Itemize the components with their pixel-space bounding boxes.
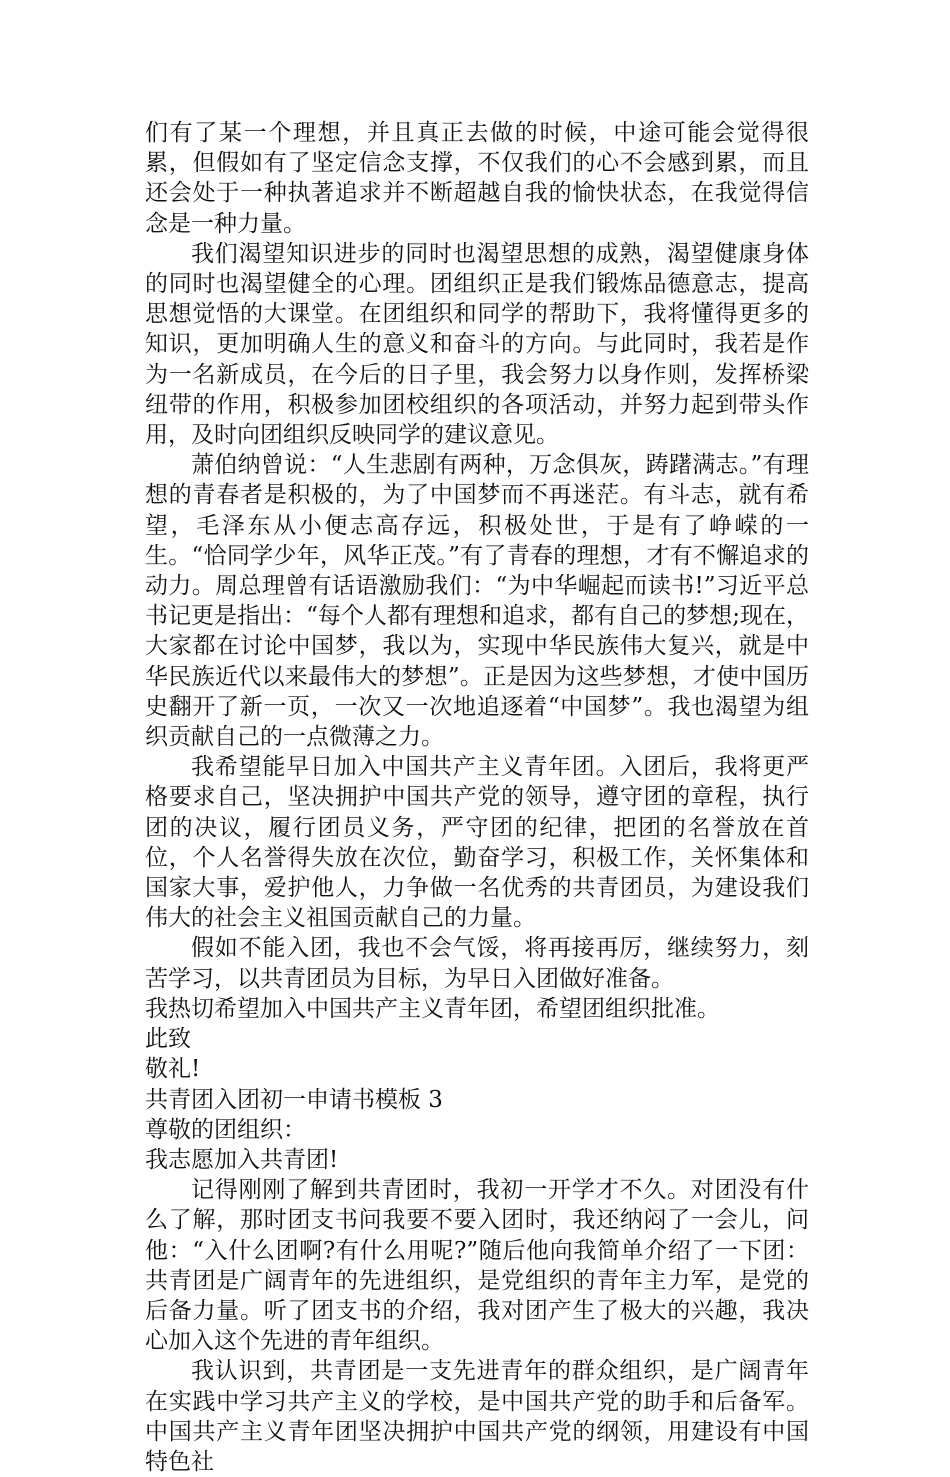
template-heading: 共青团入团初一申请书模板 3: [145, 1086, 443, 1113]
document-page: [145, 118, 809, 1477]
paragraph-commitment: 我希望能早日加入中国共产主义青年团。入团后，我将更严格要求自己，坚决拥护中国共产党的领导，遵守团的章程，执行团的决议，履行团员义务，严守团的纪律，把团的名誉放在首位，个人名誉得失放在次位，勤奋学习，积极工作，关怀集体和国家大事，爱护他人，力争做一名优秀的共青团员，为建设我们伟大的社会主义祖国贡献自己的力量。: [145, 754, 809, 932]
closing-regards: 敬礼!: [145, 1056, 201, 1083]
paragraph-request: 我热切希望加入中国共产主义青年团，希望团组织批准。: [145, 995, 720, 1022]
paragraph-understanding: 我认识到，共青团是一支先进青年的群众组织，是广阔青年在实践中学习共产主义的学校，是中国共产党的助手和后备军。中国共产主义青年团坚决拥护中国共产党的纲领，用建设有中国特色社: [145, 1358, 809, 1475]
paragraph-not-admitted: 假如不能入团，我也不会气馁，将再接再厉，继续努力，刻苦学习，以共青团员为目标，为早日入团做好准备。: [145, 935, 809, 992]
closing-salutation: 此致: [145, 1026, 191, 1053]
paragraph-growth: 我们渴望知识进步的同时也渴望思想的成熟，渴望健康身体的同时也渴望健全的心理。团组织正是我们锻炼品德意志，提高思想觉悟的大课堂。在团组织和同学的帮助下，我将懂得更多的知识，更加明确人生的意义和奋斗的方向。与此同时，我若是作为一名新成员，在今后的日子里，我会努力以身作则，发挥桥梁纽带的作用，积极参加团校组织的各项活动，并努力起到带头作用，及时向团组织反映同学的建议意见。: [145, 240, 809, 449]
paragraph-dream: 萧伯纳曾说：“人生悲剧有两种，万念俱灰，踌躇满志。”有理想的青春者是积极的，为了中国梦而不再迷茫。有斗志，就有希望，毛泽东从小便志高存远，积极处世，于是有了峥嵘的一生。“恰同学少年，风华正茂。”有了青春的理想，才有不懈追求的动力。周总理曾有话语激励我们：“为中华崛起而读书!”习近平总书记更是指出：“每个人都有理想和追求，都有自己的梦想;现在，大家都在讨论中国梦，我以为，实现中华民族伟大复兴，就是中华民族近代以来最伟大的梦想”。正是因为这些梦想，才使中国历史翻开了新一页，一次又一次地追逐着“中国梦”。我也渴望为组织贡献自己的一点微薄之力。: [145, 452, 809, 751]
statement: 我志愿加入共青团!: [145, 1146, 339, 1173]
greeting: 尊敬的团组织：: [145, 1116, 306, 1143]
paragraph-continuation: 们有了某一个理想，并且真正去做的时候，中途可能会觉得很累，但假如有了坚定信念支撑，不仅我们的心不会感到累，而且还会处于一种执著追求并不断超越自我的愉快状态，在我觉得信念是一种力量。: [145, 120, 809, 237]
paragraph-first-learned: 记得刚刚了解到共青团时，我初一开学才不久。对团没有什么了解，那时团支书问我要不要入团时，我还纳闷了一会儿，问他：“入什么团啊?有什么用呢?”随后他向我简单介绍了一下团：共青团是广阔青年的先进组织，是党组织的青年主力军，是党的后备力量。听了团支书的介绍，我对团产生了极大的兴趣，我决心加入这个先进的青年组织。: [145, 1177, 809, 1355]
